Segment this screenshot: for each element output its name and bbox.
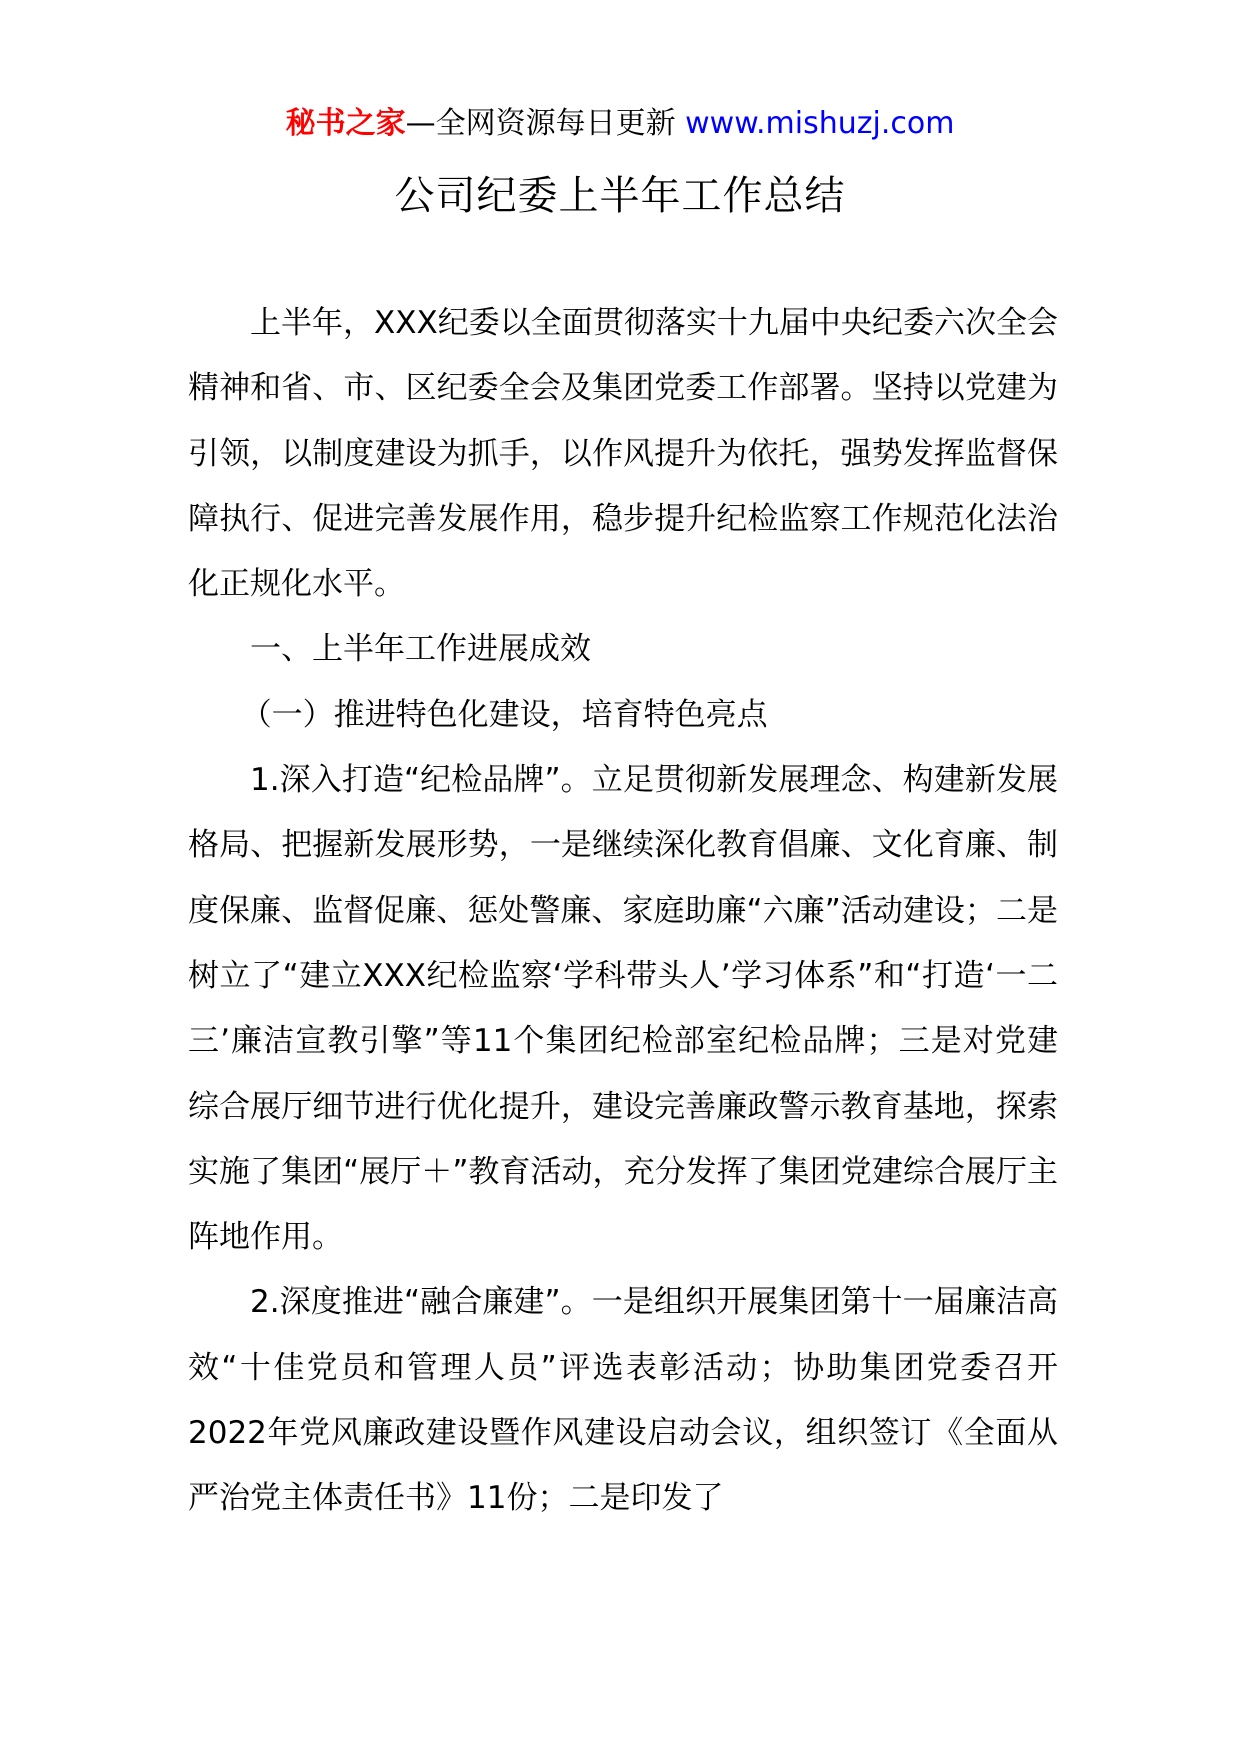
banner-tagline: —全网资源每日更新: [405, 106, 686, 141]
item-paragraph-1: 1.深入打造“纪检品牌”。立足贯彻新发展理念、构建新发展格局、把握新发展形势，一是继续深化教育倡廉、文化育廉、制度保廉、监督促廉、惩处警廉、家庭助廉“六廉”活动建设；二是树立了“建立XXX纪检监察‘学科带头人’学习体系”和“打造‘一二三’廉洁宣教引擎”等11个集团纪检部室纪检品牌；三是对党建综合展厅细节进行优化提升，建设完善廉政警示教育基地，探索实施了集团“展厅＋”教育活动，充分发挥了集团党建综合展厅主阵地作用。: [188, 762, 1058, 1256]
intro-paragraph: 上半年，XXX纪委以全面贯彻落实十九届中央纪委六次全会精神和省、市、区纪委全会及集团党委工作部署。坚持以党建为引领，以制度建设为抓手，以作风提升为依托，强势发挥监督保障执行、促进完善发展作用，稳步提升纪检监察工作规范化法治化正规化水平。: [188, 305, 1058, 603]
item-paragraph-2: 2.深度推进“融合廉建”。一是组织开展集团第十一届廉洁高效“十佳党员和管理人员”评选表彰活动；协助集团党委召开2022年党风廉政建设暨作风建设启动会议，组织签订《全面从严治党主体责任书》11份；二是印发了: [188, 1284, 1058, 1517]
subsection-heading: （一）推进特色化建设，培育特色亮点: [240, 696, 768, 733]
brand-name: 秘书之家: [285, 106, 406, 141]
document-body: [188, 291, 1058, 1532]
document-title: 公司纪委上半年工作总结: [394, 173, 846, 219]
site-url-link[interactable]: www.mishuzj.com: [685, 106, 955, 141]
site-banner: [0, 104, 1240, 144]
section-heading: 一、上半年工作进展成效: [250, 631, 591, 668]
